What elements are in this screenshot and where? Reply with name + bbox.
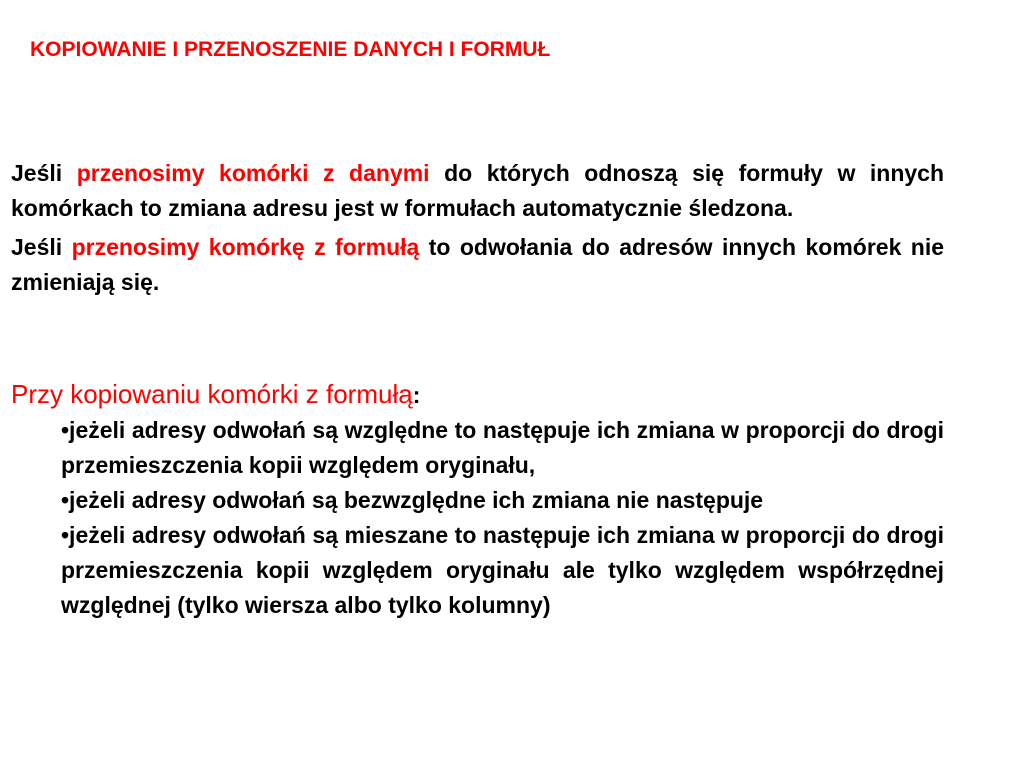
- paragraph-rest: to odwołania do adresów innych komórek nie zmieniają się.: [11, 234, 945, 295]
- copy-section-heading: [11, 377, 944, 413]
- copy-section-heading-text: Przy kopiowaniu komórki z formułą: [11, 379, 413, 409]
- paragraph-rest: do których odnoszą się formuły w innych komórkach to zmiana adresu jest w formułach automatycznie śledzona.: [11, 160, 944, 221]
- copy-section-heading-colon: :: [412, 382, 421, 408]
- paragraph-lead: Jeśli: [11, 160, 77, 186]
- copy-rules-list: [11, 413, 944, 623]
- paragraph-lead: Jeśli: [11, 234, 72, 260]
- paragraph-highlight: przenosimy komórki z danymi: [76, 160, 430, 186]
- paragraph-highlight: przenosimy komórkę z formułą: [71, 234, 420, 260]
- slide-content: [11, 156, 944, 623]
- list-item-absolute: •jeżeli adresy odwołań są bezwzględne ich zmiana nie następuje: [61, 487, 764, 513]
- list-item-relative: •jeżeli adresy odwołań są względne to następuje ich zmiana w proporcji do drogi przemieszczenia kopii względem oryginału,: [61, 417, 944, 478]
- slide-title: KOPIOWANIE I PRZENOSZENIE DANYCH I FORMUŁ: [30, 38, 551, 61]
- paragraph-move-data-cells: [11, 156, 944, 226]
- paragraph-move-formula-cell: [11, 230, 944, 300]
- list-item-mixed: •jeżeli adresy odwołań są mieszane to następuje ich zmiana w proporcji do drogi przemieszczenia kopii względem oryginału ale tylko względem współrzędnej względnej (tylko wiersza albo tylko kolumny): [61, 522, 944, 618]
